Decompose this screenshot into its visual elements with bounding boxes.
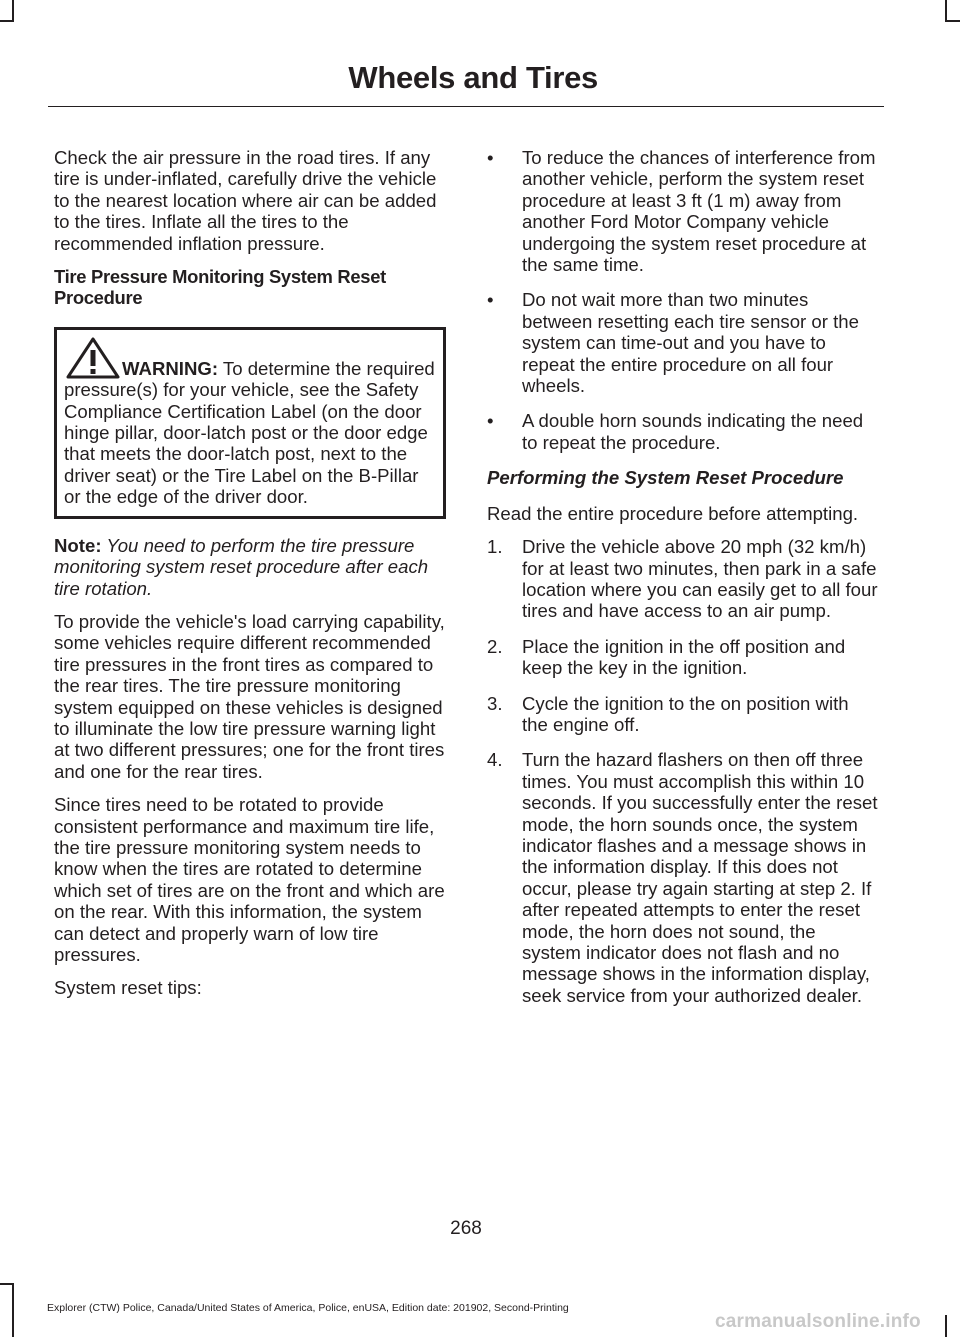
- left-column: [54, 147, 446, 1011]
- procedure-steps: [487, 536, 879, 1006]
- warning-box: [54, 327, 446, 519]
- list-item: [487, 289, 879, 396]
- list-item: [487, 636, 879, 679]
- warning-label: WARNING:: [122, 357, 219, 379]
- edition-footer: Explorer (CTW) Police, Canada/United States of America, Police, enUSA, Edition date: 201902, Second-Printing: [47, 1302, 569, 1314]
- tips-intro: System reset tips:: [54, 977, 202, 999]
- bullet-mark: •: [487, 410, 494, 432]
- page-number: 268: [450, 1218, 482, 1239]
- step-text: Turn the hazard flashers on then off three times. You must accomplish this within 10 seconds. If you successfully enter the reset mode, the horn sounds once, the system indicator flashes and a message shows in the information display. If this does not occur, please try again starting at step 2. If after repeated attempts to enter the reset mode, the horn does not sound, the system indicator does not flash and no message shows in the information display, seek service from your authorized dealer.: [522, 749, 878, 1006]
- warning-triangle-icon: [65, 336, 121, 380]
- crop-mark-top-left: [12, 0, 14, 22]
- header-divider: [48, 106, 884, 107]
- step-text: Cycle the ignition to the on position with the engine off.: [522, 692, 849, 735]
- step-text: Drive the vehicle above 20 mph (32 km/h) for at least two minutes, then park in a safe location where you can easily get to all four tires and have access to an air pump.: [522, 536, 878, 622]
- list-item: [487, 749, 879, 1006]
- warning-body: To determine the required pressure(s) for your vehicle, see the Safety Compliance Certification Label (on the door hinge pillar, door-latch post or the door edge that meets the door-latch post, next to the driver seat) or the Tire Label on the B-Pillar or the edge of the driver door.: [64, 357, 435, 508]
- bullet-mark: •: [487, 147, 494, 168]
- list-item: [487, 536, 879, 622]
- intro-paragraph: Check the air pressure in the road tires. If any tire is under-inflated, carefully drive the vehicle to the nearest location where air can be added to the tires. Inflate all the tires to the recommended inflation pressure.: [54, 147, 437, 254]
- list-item: [487, 693, 879, 736]
- step-number: 4.: [487, 749, 503, 771]
- step-number: 1.: [487, 536, 503, 558]
- bullet-text: To reduce the chances of interference from another vehicle, perform the system reset procedure at least 3 ft (1 m) away from another Ford Motor Company vehicle undergoing the system reset procedure at the same time.: [522, 147, 876, 276]
- page-title: Wheels and Tires: [348, 60, 598, 95]
- note-label: Note:: [54, 534, 102, 556]
- crop-mark-bottom-left: [12, 1283, 14, 1337]
- bullet-text: Do not wait more than two minutes between resetting each tire sensor or the system can time-out and you have to repeat the entire procedure on all four wheels.: [522, 289, 859, 397]
- step-text: Place the ignition in the off position and keep the key in the ignition.: [522, 635, 846, 679]
- reset-tips-list: [487, 147, 879, 453]
- warning-text: [64, 358, 437, 508]
- note: [54, 535, 446, 599]
- bullet-mark: •: [487, 289, 494, 311]
- crop-mark-top-right-h: [945, 20, 960, 22]
- note-body: You need to perform the tire pressure monitoring system reset procedure after each tire rotation.: [54, 534, 429, 599]
- crop-mark-top-right: [945, 0, 947, 22]
- crop-mark-bottom-right: [945, 1315, 947, 1337]
- section-subheading: Tire Pressure Monitoring System Reset Procedure: [54, 266, 386, 309]
- load-capability-paragraph: To provide the vehicle's load carrying capability, some vehicles require different recommended tire pressures in the front tires as compared to the rear tires. The tire pressure monitoring system equipped on these vehicles is designed to illuminate the low tire pressure warning light at two different pressures; one for the front tires and one for the rear tires.: [54, 610, 445, 782]
- right-column: [487, 147, 879, 1020]
- read-first-paragraph: Read the entire procedure before attempting.: [487, 502, 859, 524]
- crop-mark-bottom-left-h: [0, 1283, 14, 1285]
- list-item: [487, 410, 879, 453]
- bullet-text: A double horn sounds indicating the need to repeat the procedure.: [522, 410, 864, 453]
- list-item: [487, 147, 879, 275]
- step-number: 3.: [487, 692, 503, 714]
- rotation-paragraph: Since tires need to be rotated to provide consistent performance and maximum tire life, the tire pressure monitoring system needs to know when the tires are rotated to determine which set of tires are on the front and which are on the rear. With this information, the system can detect and properly warn of low tire pressures.: [54, 794, 445, 965]
- step-number: 2.: [487, 635, 503, 657]
- watermark: carmanualsonline.info: [715, 1311, 921, 1332]
- crop-mark-top-left-h: [0, 20, 14, 22]
- procedure-heading: Performing the System Reset Procedure: [487, 467, 844, 489]
